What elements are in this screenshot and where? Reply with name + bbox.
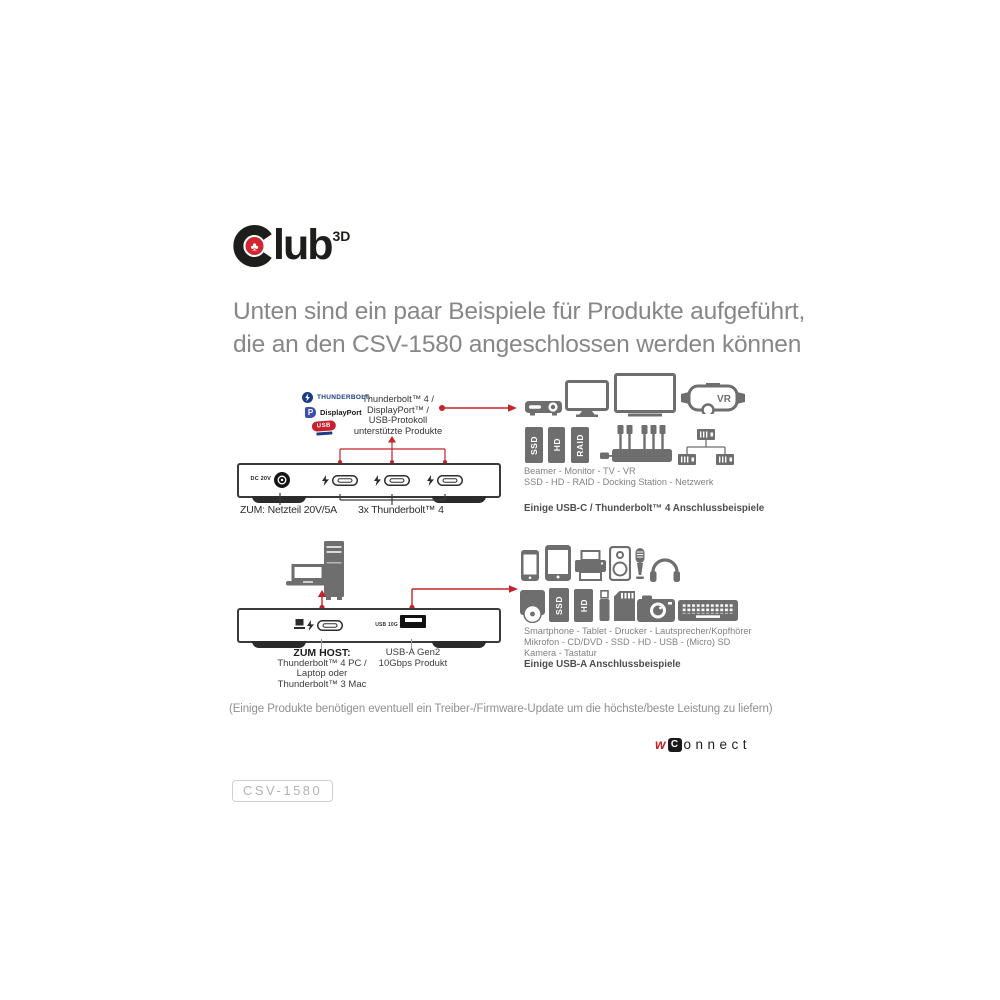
bracket-ports-to-protocol: [332, 436, 454, 465]
host-label: ZUM HOST: Thunderbolt™ 4 PC / Laptop oder Thunderbolt™ 3 Mac: [277, 647, 367, 690]
club3d-3d-sup: 3D: [332, 228, 351, 244]
projector-icon: [525, 399, 562, 417]
lightning-icon: [374, 475, 381, 486]
club3d-c-icon: [231, 222, 278, 269]
usb-stick-icon: [599, 590, 610, 621]
page-title-line1: Unten sind ein paar Beispiele für Produkte aufgeführt,: [233, 298, 806, 325]
printer-icon: [575, 550, 606, 581]
usb-icon: USB: [312, 420, 337, 432]
club3d-wordmark: lub: [273, 221, 332, 269]
speaker-icon: [609, 546, 631, 581]
ssd-icon: SSD: [525, 427, 543, 463]
dc-20v-label: DC 20V: [250, 476, 271, 482]
sd-card-icon: [614, 591, 635, 621]
connect-badge-icon: C: [668, 738, 682, 752]
cd-dvd-drive-icon: [520, 590, 545, 623]
usbc-caption: Einige USB-C / Thunderbolt™ 4 Anschlussbeispiele: [524, 503, 765, 514]
hd-icon: HD: [548, 427, 565, 463]
arrow-protocol-to-devices: [437, 402, 517, 414]
thunderbolt-wordmark: THUNDERBOLT.: [317, 394, 371, 401]
svg-text:VR: VR: [717, 394, 731, 405]
dock-foot: [432, 641, 486, 648]
usbc-port-icon: [317, 620, 343, 631]
thunderbolt-port-3: [427, 475, 463, 486]
dc-power-jack: [273, 471, 291, 489]
host-computer-icon: [294, 619, 305, 630]
club3d-logo: [231, 222, 350, 269]
usb-10g-label: USB 10G: [375, 622, 398, 628]
lightning-icon: [427, 475, 434, 486]
ssd-icon: SSD: [549, 588, 569, 622]
arrow-dock-to-host: [315, 590, 329, 610]
usb-logo: [311, 420, 338, 435]
page-title-line2: die an den CSV-1580 angeschlossen werden können: [233, 331, 802, 358]
usba-product-label: USB-A Gen2 10Gbps Produkt: [378, 647, 448, 669]
page-title: [233, 295, 805, 361]
tablet-icon: [545, 545, 571, 581]
vr-headset-icon: [680, 383, 746, 414]
usba-device-list: Smartphone - Tablet - Drucker - Lautsprecher/Kopfhörer Mikrofon - CD/DVD - SSD - HD - USB - (Micro) SD Kamera - Tastatur: [524, 626, 752, 658]
lightning-icon: [307, 620, 314, 631]
thunderbolt-icon: [302, 392, 313, 403]
connect-rest: onnect: [683, 737, 752, 752]
usbc-port-icon: [332, 475, 358, 486]
usbc-device-list: Beamer - Monitor - TV - VR SSD - HD - RAID - Docking Station - Netzwerk: [524, 466, 714, 487]
host-thunderbolt-port: [307, 620, 343, 631]
protocol-support-text: Thunderbolt™ 4 / DisplayPort™ / USB-Protokoll unterstützte Produkte: [353, 394, 443, 436]
displayport-icon: P: [305, 407, 316, 418]
thunderbolt-ports-label: 3x Thunderbolt™ 4: [358, 504, 444, 516]
thunderbolt-port-1: [322, 475, 358, 486]
disclaimer-text: (Einige Produkte benötigen eventuell ein Treiber-/Firmware-Update um die höchste/beste Leistung zu liefern): [229, 703, 773, 715]
displayport-wordmark: DisplayPort: [320, 408, 362, 417]
netzteil-label: ZUM: Netzteil 20V/5A: [240, 504, 337, 516]
connect-w: w: [655, 737, 666, 752]
arrow-usba-to-devices: [406, 583, 518, 611]
microphone-icon: [633, 548, 647, 580]
usbc-port-icon: [437, 475, 463, 486]
we-connect-logo: [655, 737, 751, 752]
svg-text:♣: ♣: [250, 239, 259, 254]
network-icon: [678, 429, 736, 466]
headphones-icon: [650, 557, 680, 582]
lightning-icon: [322, 475, 329, 486]
usba-caption: Einige USB-A Anschlussbeispiele: [524, 659, 681, 670]
usb-icon-underline: [316, 431, 332, 435]
tv-icon: [614, 373, 676, 417]
keyboard-icon: [678, 600, 738, 621]
usbc-port-icon: [384, 475, 410, 486]
csv1580-host-panel: [237, 608, 501, 643]
raid-icon: RAID: [571, 427, 589, 463]
product-code-badge: CSV-1580: [232, 780, 333, 802]
smartphone-icon: [521, 550, 539, 581]
camera-icon: [637, 595, 675, 622]
thunderbolt-port-2: [374, 475, 410, 486]
hd-icon: HD: [574, 589, 593, 622]
docking-station-icon: [600, 425, 674, 463]
usba-port-icon: [400, 615, 426, 628]
monitor-icon: [565, 380, 609, 417]
